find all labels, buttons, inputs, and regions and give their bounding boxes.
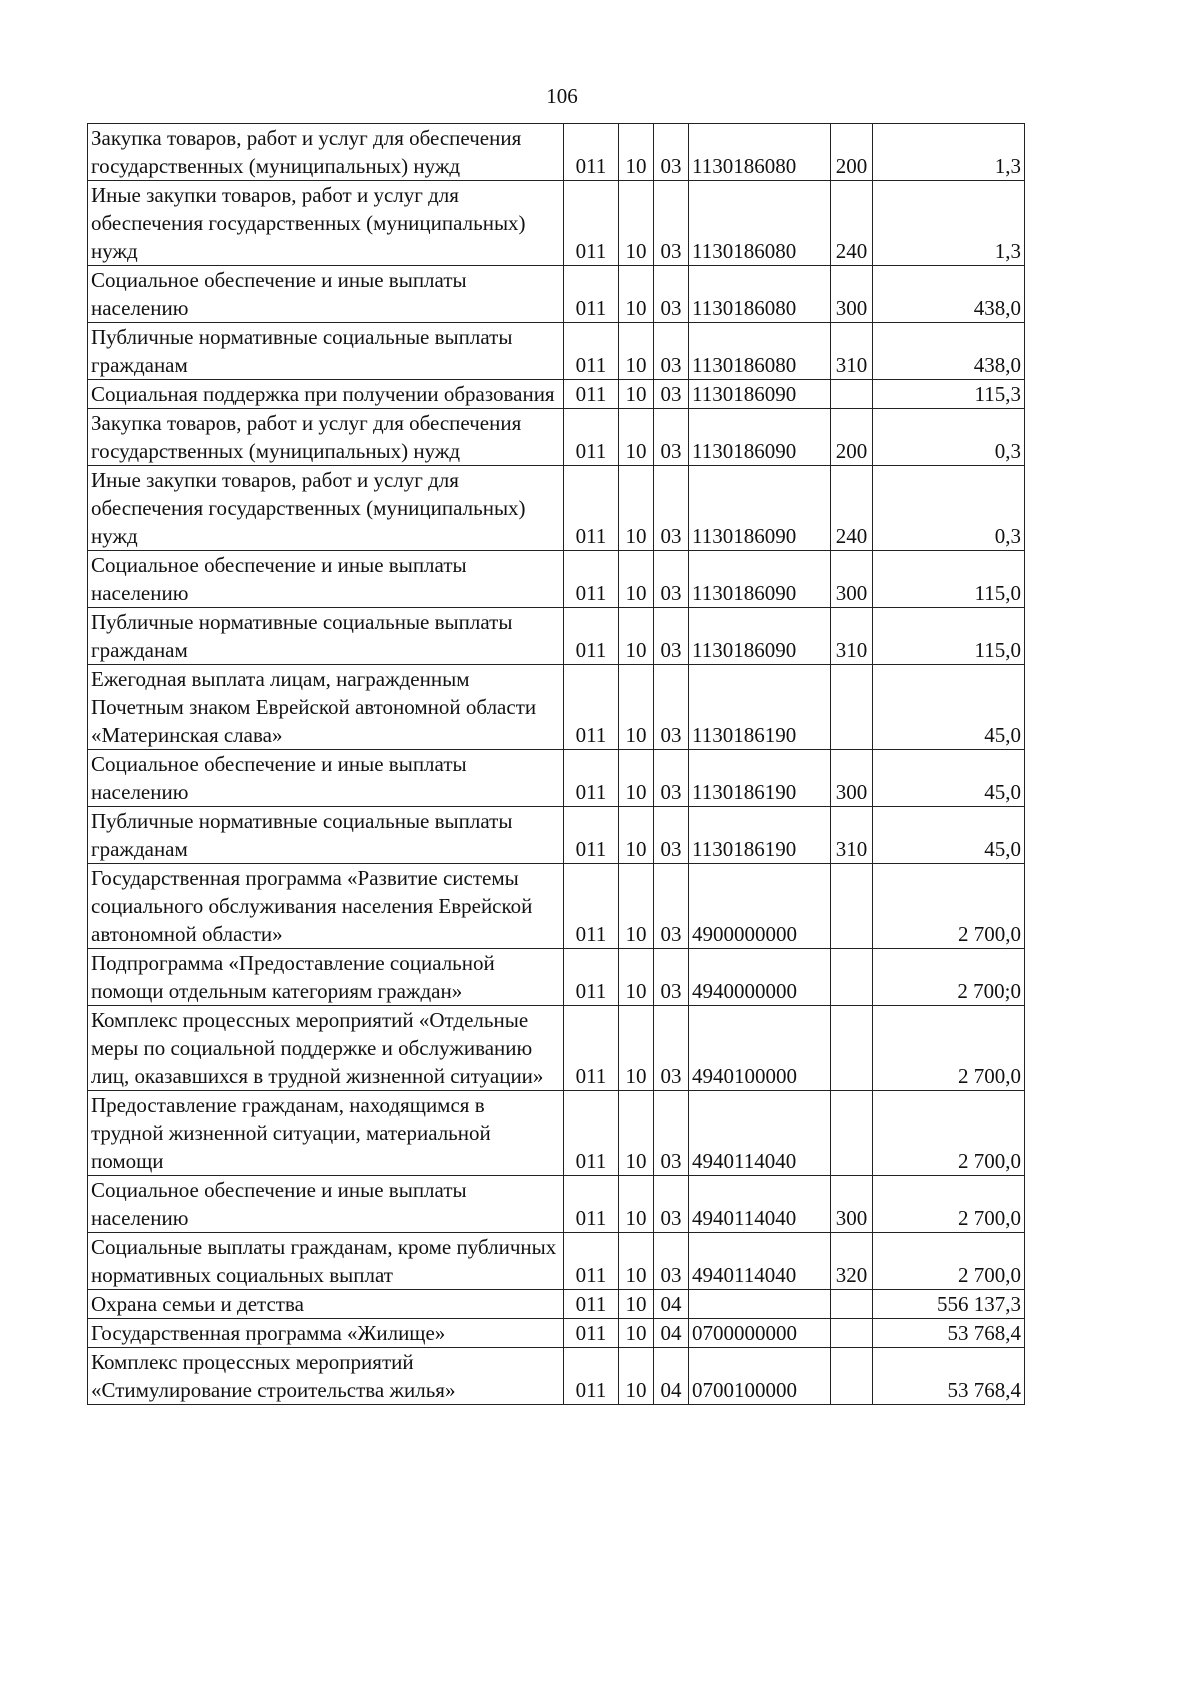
expense-type-code-cell <box>831 380 873 409</box>
section-code-cell: 10 <box>619 1091 654 1176</box>
target-item-code-cell: 4900000000 <box>689 864 831 949</box>
subsection-code-cell: 04 <box>654 1348 689 1405</box>
row-name-cell: Социальная поддержка при получении образования <box>88 380 564 409</box>
subsection-code-cell: 03 <box>654 949 689 1006</box>
section-code-cell: 10 <box>619 1176 654 1233</box>
ved-code-cell: 011 <box>564 1006 619 1091</box>
ved-code-cell: 011 <box>564 1233 619 1290</box>
amount-cell: 115,0 <box>873 608 1025 665</box>
target-item-code-cell: 4940100000 <box>689 1006 831 1091</box>
ved-code-cell: 011 <box>564 551 619 608</box>
ved-code-cell: 011 <box>564 750 619 807</box>
row-name-cell: Государственная программа «Развитие системы социального обслуживания населения Еврейской автономной области» <box>88 864 564 949</box>
section-code-cell: 10 <box>619 807 654 864</box>
row-name-cell: Государственная программа «Жилище» <box>88 1319 564 1348</box>
row-name-cell: Предоставление гражданам, находящимся в трудной жизненной ситуации, материальной помощи <box>88 1091 564 1176</box>
ved-code-cell: 011 <box>564 323 619 380</box>
ved-code-cell: 011 <box>564 466 619 551</box>
row-name-cell: Иные закупки товаров, работ и услуг для обеспечения государственных (муниципальных) нужд <box>88 181 564 266</box>
amount-cell: 115,0 <box>873 551 1025 608</box>
amount-cell: 1,3 <box>873 181 1025 266</box>
table-row <box>88 1006 1025 1091</box>
ved-code-cell: 011 <box>564 949 619 1006</box>
target-item-code-cell: 4940114040 <box>689 1233 831 1290</box>
target-item-code-cell: 1130186080 <box>689 323 831 380</box>
table-row <box>88 124 1025 181</box>
target-item-code-cell: 1130186080 <box>689 181 831 266</box>
target-item-code-cell: 4940114040 <box>689 1176 831 1233</box>
table-row <box>88 665 1025 750</box>
table-row <box>88 1091 1025 1176</box>
expense-type-code-cell: 300 <box>831 551 873 608</box>
section-code-cell: 10 <box>619 864 654 949</box>
subsection-code-cell: 03 <box>654 1006 689 1091</box>
row-name-cell: Комплекс процессных мероприятий «Отдельные меры по социальной поддержке и обслуживанию лиц, оказавшихся в трудной жизненной ситуации» <box>88 1006 564 1091</box>
subsection-code-cell: 03 <box>654 266 689 323</box>
subsection-code-cell: 03 <box>654 608 689 665</box>
section-code-cell: 10 <box>619 1006 654 1091</box>
section-code-cell: 10 <box>619 124 654 181</box>
section-code-cell: 10 <box>619 551 654 608</box>
amount-cell: 2 700,0 <box>873 1233 1025 1290</box>
amount-cell: 1,3 <box>873 124 1025 181</box>
ved-code-cell: 011 <box>564 1091 619 1176</box>
ved-code-cell: 011 <box>564 608 619 665</box>
row-name-cell: Публичные нормативные социальные выплаты гражданам <box>88 323 564 380</box>
table-row <box>88 1348 1025 1405</box>
amount-cell: 2 700;0 <box>873 949 1025 1006</box>
expense-type-code-cell <box>831 949 873 1006</box>
table-row <box>88 1176 1025 1233</box>
expense-type-code-cell: 300 <box>831 1176 873 1233</box>
amount-cell: 45,0 <box>873 665 1025 750</box>
subsection-code-cell: 03 <box>654 323 689 380</box>
target-item-code-cell: 1130186080 <box>689 266 831 323</box>
expense-type-code-cell: 320 <box>831 1233 873 1290</box>
amount-cell: 115,3 <box>873 380 1025 409</box>
section-code-cell: 10 <box>619 409 654 466</box>
expense-type-code-cell <box>831 1091 873 1176</box>
ved-code-cell: 011 <box>564 807 619 864</box>
section-code-cell: 10 <box>619 1348 654 1405</box>
subsection-code-cell: 03 <box>654 466 689 551</box>
section-code-cell: 10 <box>619 750 654 807</box>
section-code-cell: 10 <box>619 466 654 551</box>
target-item-code-cell: 1130186090 <box>689 466 831 551</box>
target-item-code-cell <box>689 1290 831 1319</box>
row-name-cell: Публичные нормативные социальные выплаты гражданам <box>88 807 564 864</box>
section-code-cell: 10 <box>619 665 654 750</box>
target-item-code-cell: 1130186080 <box>689 124 831 181</box>
subsection-code-cell: 04 <box>654 1290 689 1319</box>
subsection-code-cell: 03 <box>654 665 689 750</box>
row-name-cell: Ежегодная выплата лицам, награжденным Почетным знаком Еврейской автономной области «Материнская слава» <box>88 665 564 750</box>
target-item-code-cell: 1130186090 <box>689 380 831 409</box>
section-code-cell: 10 <box>619 266 654 323</box>
target-item-code-cell: 1130186090 <box>689 409 831 466</box>
expense-type-code-cell: 310 <box>831 807 873 864</box>
target-item-code-cell: 1130186190 <box>689 665 831 750</box>
ved-code-cell: 011 <box>564 181 619 266</box>
section-code-cell: 10 <box>619 323 654 380</box>
ved-code-cell: 011 <box>564 864 619 949</box>
ved-code-cell: 011 <box>564 380 619 409</box>
amount-cell: 2 700,0 <box>873 1091 1025 1176</box>
table-row <box>88 181 1025 266</box>
ved-code-cell: 011 <box>564 1319 619 1348</box>
row-name-cell: Социальные выплаты гражданам, кроме публичных нормативных социальных выплат <box>88 1233 564 1290</box>
section-code-cell: 10 <box>619 608 654 665</box>
ved-code-cell: 011 <box>564 124 619 181</box>
table-row <box>88 380 1025 409</box>
subsection-code-cell: 03 <box>654 1091 689 1176</box>
expense-type-code-cell <box>831 1006 873 1091</box>
expense-type-code-cell <box>831 1348 873 1405</box>
table-row <box>88 864 1025 949</box>
target-item-code-cell: 1130186090 <box>689 608 831 665</box>
expense-type-code-cell: 310 <box>831 608 873 665</box>
row-name-cell: Социальное обеспечение и иные выплаты населению <box>88 1176 564 1233</box>
subsection-code-cell: 03 <box>654 551 689 608</box>
subsection-code-cell: 03 <box>654 1176 689 1233</box>
subsection-code-cell: 03 <box>654 1233 689 1290</box>
budget-table-body <box>88 124 1025 1405</box>
section-code-cell: 10 <box>619 1319 654 1348</box>
target-item-code-cell: 1130186190 <box>689 750 831 807</box>
table-row <box>88 1290 1025 1319</box>
table-row <box>88 750 1025 807</box>
subsection-code-cell: 03 <box>654 750 689 807</box>
row-name-cell: Социальное обеспечение и иные выплаты населению <box>88 551 564 608</box>
expense-type-code-cell: 310 <box>831 323 873 380</box>
row-name-cell: Закупка товаров, работ и услуг для обеспечения государственных (муниципальных) нужд <box>88 409 564 466</box>
target-item-code-cell: 4940000000 <box>689 949 831 1006</box>
table-row <box>88 466 1025 551</box>
subsection-code-cell: 03 <box>654 807 689 864</box>
subsection-code-cell: 03 <box>654 864 689 949</box>
target-item-code-cell: 1130186190 <box>689 807 831 864</box>
amount-cell: 2 700,0 <box>873 1176 1025 1233</box>
budget-table <box>87 123 1025 1405</box>
table-row <box>88 949 1025 1006</box>
ved-code-cell: 011 <box>564 1290 619 1319</box>
table-row <box>88 266 1025 323</box>
target-item-code-cell: 4940114040 <box>689 1091 831 1176</box>
table-row <box>88 323 1025 380</box>
table-row <box>88 1319 1025 1348</box>
expense-type-code-cell: 240 <box>831 466 873 551</box>
target-item-code-cell: 0700100000 <box>689 1348 831 1405</box>
amount-cell: 53 768,4 <box>873 1319 1025 1348</box>
amount-cell: 556 137,3 <box>873 1290 1025 1319</box>
expense-type-code-cell <box>831 1290 873 1319</box>
ved-code-cell: 011 <box>564 1348 619 1405</box>
expense-type-code-cell: 300 <box>831 266 873 323</box>
subsection-code-cell: 03 <box>654 380 689 409</box>
expense-type-code-cell: 200 <box>831 409 873 466</box>
row-name-cell: Иные закупки товаров, работ и услуг для обеспечения государственных (муниципальных) нужд <box>88 466 564 551</box>
table-row <box>88 608 1025 665</box>
amount-cell: 438,0 <box>873 266 1025 323</box>
expense-type-code-cell: 300 <box>831 750 873 807</box>
row-name-cell: Публичные нормативные социальные выплаты гражданам <box>88 608 564 665</box>
table-row <box>88 807 1025 864</box>
ved-code-cell: 011 <box>564 409 619 466</box>
subsection-code-cell: 03 <box>654 124 689 181</box>
section-code-cell: 10 <box>619 949 654 1006</box>
target-item-code-cell: 1130186090 <box>689 551 831 608</box>
table-row <box>88 551 1025 608</box>
expense-type-code-cell <box>831 1319 873 1348</box>
section-code-cell: 10 <box>619 380 654 409</box>
row-name-cell: Социальное обеспечение и иные выплаты населению <box>88 750 564 807</box>
amount-cell: 0,3 <box>873 409 1025 466</box>
subsection-code-cell: 03 <box>654 181 689 266</box>
expense-type-code-cell <box>831 665 873 750</box>
row-name-cell: Охрана семьи и детства <box>88 1290 564 1319</box>
page-number: 106 <box>546 84 578 108</box>
table-row <box>88 409 1025 466</box>
amount-cell: 53 768,4 <box>873 1348 1025 1405</box>
amount-cell: 2 700,0 <box>873 864 1025 949</box>
amount-cell: 2 700,0 <box>873 1006 1025 1091</box>
subsection-code-cell: 04 <box>654 1319 689 1348</box>
amount-cell: 45,0 <box>873 807 1025 864</box>
expense-type-code-cell: 200 <box>831 124 873 181</box>
ved-code-cell: 011 <box>564 1176 619 1233</box>
ved-code-cell: 011 <box>564 266 619 323</box>
section-code-cell: 10 <box>619 1290 654 1319</box>
row-name-cell: Подпрограмма «Предоставление социальной помощи отдельным категориям граждан» <box>88 949 564 1006</box>
amount-cell: 45,0 <box>873 750 1025 807</box>
row-name-cell: Социальное обеспечение и иные выплаты населению <box>88 266 564 323</box>
section-code-cell: 10 <box>619 1233 654 1290</box>
section-code-cell: 10 <box>619 181 654 266</box>
subsection-code-cell: 03 <box>654 409 689 466</box>
amount-cell: 0,3 <box>873 466 1025 551</box>
ved-code-cell: 011 <box>564 665 619 750</box>
expense-type-code-cell: 240 <box>831 181 873 266</box>
row-name-cell: Закупка товаров, работ и услуг для обеспечения государственных (муниципальных) нужд <box>88 124 564 181</box>
row-name-cell: Комплекс процессных мероприятий «Стимулирование строительства жилья» <box>88 1348 564 1405</box>
target-item-code-cell: 0700000000 <box>689 1319 831 1348</box>
table-row <box>88 1233 1025 1290</box>
amount-cell: 438,0 <box>873 323 1025 380</box>
expense-type-code-cell <box>831 864 873 949</box>
